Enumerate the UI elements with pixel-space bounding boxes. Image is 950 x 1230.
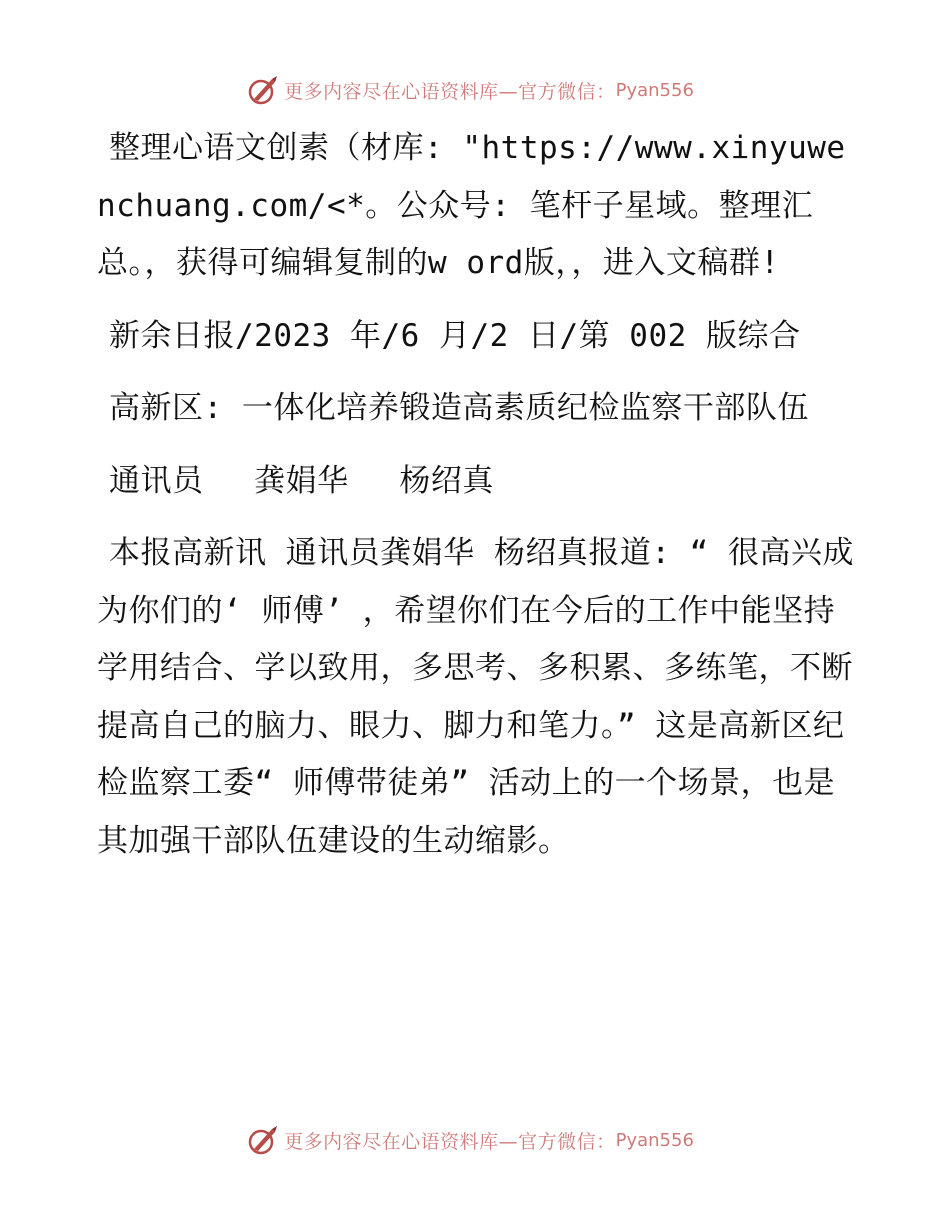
quill-pen-logo-icon	[246, 1123, 280, 1157]
banner-wechat-id: Pyan556	[615, 1129, 694, 1151]
header-banner	[0, 70, 950, 110]
byline: 通讯员 龚娟华 杨绍真	[109, 462, 494, 499]
intro-paragraph: 整理心语文创素（材库: "https://www.xinyuwenchuang.com/<*。公众号: 笔杆子星域。整理汇总。，获得可编辑复制的w ord版，，进入文稿群!	[97, 130, 846, 281]
banner-text: 更多内容尽在心语资料库—官方微信：	[284, 1130, 616, 1153]
banner-wechat-id: Pyan556	[615, 79, 694, 101]
quill-pen-logo-icon	[246, 73, 280, 107]
document-body	[97, 120, 857, 885]
article-title: 高新区: 一体化培养锻造高素质纪检监察干部队伍	[109, 390, 809, 426]
footer-banner	[0, 1120, 950, 1160]
source-line: 新余日报/2023 年/6 月/2 日/第 002 版综合	[109, 317, 801, 354]
banner-text: 更多内容尽在心语资料库—官方微信：	[284, 80, 616, 103]
article-body-paragraph: 本报高新讯 通讯员龚娟华 杨绍真报道: “ 很高兴成为你们的‘ 师傅’ ，希望你们在今后的工作中能坚持学用结合、学以致用，多思考、多积累、多练笔，不断提高自己的脑力、眼力、脚力和笔力。” 这是高新区纪检监察工委“ 师傅带徒弟” 活动上的一个场景，也是其加强干部队伍建设的生动缩影。	[97, 535, 854, 859]
